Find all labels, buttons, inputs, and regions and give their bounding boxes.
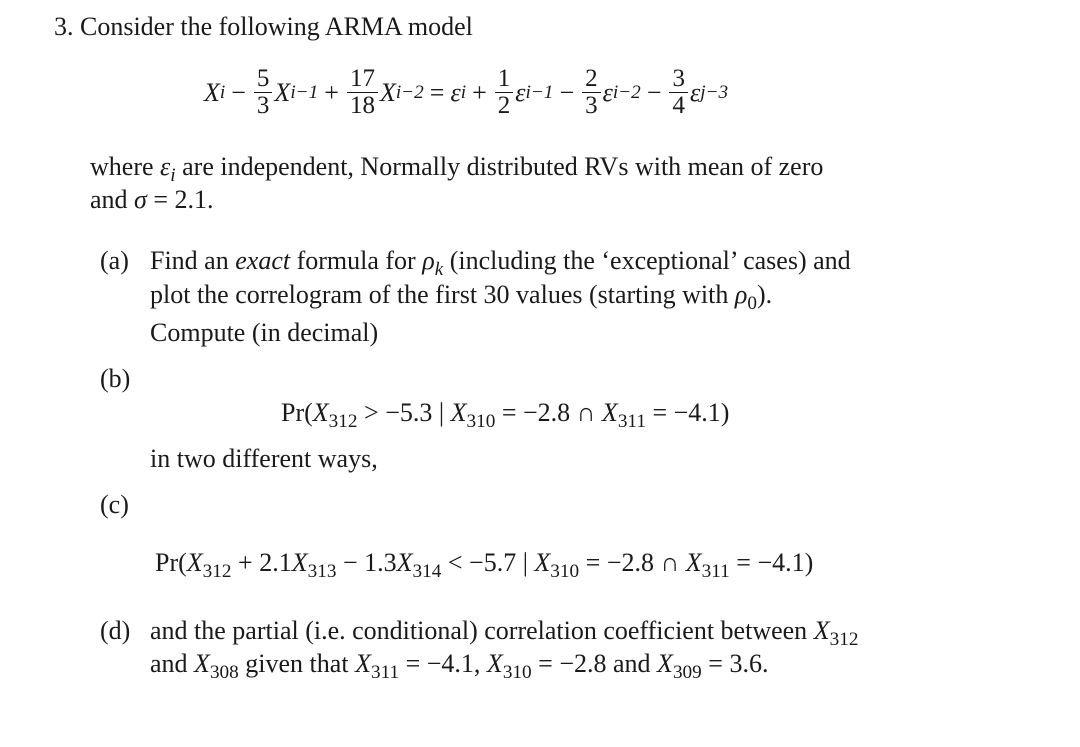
part-b-label: (b): [100, 364, 131, 393]
where-line-2: and σ = 2.1.: [90, 185, 214, 214]
problem-intro: Consider the following ARMA model: [80, 12, 473, 41]
part-a-line-2: plot the correlogram of the first 30 values (starting with $\rho_0$).: [150, 280, 773, 314]
part-a-label: (a): [100, 246, 129, 275]
fraction-5-3: $\frac{5}{3}$: [254, 66, 273, 120]
problem-heading: [54, 10, 473, 44]
fraction-1-2: $\frac{1}{2}$: [495, 66, 514, 120]
part-d-label: (d): [100, 616, 131, 645]
part-d-line-1: and the partial (i.e. conditional) correlation coefficient between $X_{312}$: [150, 616, 859, 650]
part-b-after: in two different ways,: [150, 444, 378, 473]
part-c-formula: $Pr(X_{312} + 2.1X_{313} - 1.3X_{314} < -5.7$ | $X_{310} = -2.8$ ∩ $X_{311} = -4.1$): [155, 548, 814, 582]
part-d-line-2: and $X_{308}$ given that $X_{311} = -4.1$, $X_{310} = -2.8$ and $X_{309} = 3.6$.: [150, 649, 769, 683]
part-b-formula: $Pr(X_{312} > -5.3$ | $X_{310} = -2.8$ ∩ $X_{311} = -4.1$): [281, 398, 730, 432]
fraction-3-4: $\frac{3}{4}$: [669, 66, 688, 120]
fraction-2-3: $\frac{2}{3}$: [582, 66, 601, 120]
fraction-17-18: $\frac{17}{18}$: [347, 66, 378, 120]
where-line-1: where $\varepsilon_i$ are independent, Normally distributed RVs with mean of zero: [90, 152, 824, 186]
part-c-label: (c): [100, 490, 129, 519]
part-a-line-3: Compute (in decimal): [150, 318, 379, 347]
part-a-line-1: Find an exact formula for $\rho_k$ (including the ‘exceptional’ cases) and: [150, 246, 851, 280]
problem-number: 3.: [54, 12, 74, 41]
arma-equation: X i − $\frac{5}{3}$ X i−1 + $\frac{17}{18}$ X i−2 = ε i + $\frac{1}{2}$ ε i−1 − $\frac{2}{3}$ ε i−2 − $\frac{3}{4}$ ε j−3: [204, 65, 729, 120]
